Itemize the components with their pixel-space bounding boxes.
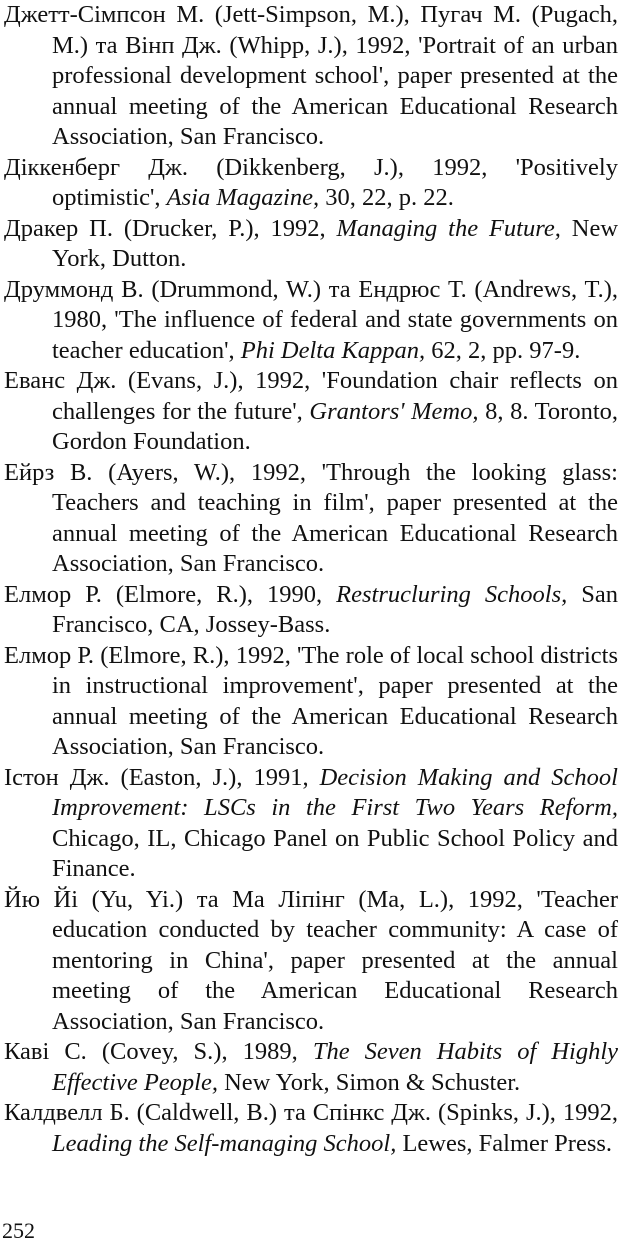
reference-list <box>4 0 618 1159</box>
reference-entry <box>4 458 618 580</box>
reference-text: Lewes, Falmer Press. <box>396 1129 613 1157</box>
reference-text: Ейрз В. (Ayers, W.), 1992, 'Through the looking glass: Teachers and teaching in film', paper presented at the annual meeting of the American Educational Research Association, San Francisco. <box>4 458 618 577</box>
reference-entry <box>4 0 618 153</box>
reference-text: Chicago, IL, Chicago Panel on Public School Policy and Finance. <box>52 824 618 882</box>
reference-text: Йю Йі (Yu, Yi.) та Ма Ліпінг (Ma, L.), 1992, 'Teacher education conducted by teacher community: A case of mentoring in China', paper presented at the annual meeting of the American Educational Research Association, San Francisco. <box>4 885 618 1035</box>
reference-text: Джетт-Сімпсон М. (Jett-Simpson, M.), Пугач М. (Pugach, M.) та Вінп Дж. (Whipp, J.), 1992, 'Portrait of an urban professional development school', paper presented at the annual meeting of the American Educational Research Association, San Francisco. <box>4 1 618 150</box>
reference-text: Друммонд В. (Drummond, W.) та Ендрюс Т. (Andrews, T.), 1980, 'The influence of federal and state governments on teacher education', <box>4 275 618 364</box>
reference-text: New York, Simon & Schuster. <box>217 1068 521 1096</box>
reference-text: Істон Дж. (Easton, J.), 1991, <box>4 763 320 791</box>
reference-text: New York, Dutton. <box>52 214 619 272</box>
reference-text: Елмор Р. (Elmore, R.), 1990, <box>4 580 337 608</box>
reference-text: Дракер П. (Drucker, P.), 1992, <box>4 214 337 242</box>
reference-text: 8, 8. Toronto, Gordon Foundation. <box>52 397 619 455</box>
reference-text: 62, 2, pp. 97-9. <box>425 336 581 364</box>
reference-text: Калдвелл Б. (Caldwell, B.) та Спінкс Дж. (Spinks, J.), 1992, <box>4 1099 618 1126</box>
reference-title: Grantors' Memo, <box>309 397 479 425</box>
reference-entry <box>4 580 618 641</box>
reference-entry <box>4 641 618 763</box>
reference-entry <box>4 885 618 1038</box>
reference-text: San Francisco, CA, Jossey-Bass. <box>52 580 618 638</box>
reference-entry <box>4 366 618 458</box>
reference-title: Leading the Self-managing School, <box>52 1129 397 1157</box>
reference-title: The Seven Habits of Highly Effective People, <box>52 1038 618 1096</box>
reference-title: Decision Making and School Improvement: LSCs in the First Two Years Reform, <box>52 763 618 821</box>
reference-text: Діккенберг Дж. (Dikkenberg, J.), 1992, 'Positively optimistic', <box>4 153 618 211</box>
reference-title: Restrucluring Schools, <box>336 580 568 608</box>
reference-entry <box>4 275 618 367</box>
page-number: 252 <box>2 1218 35 1243</box>
reference-entry <box>4 214 618 275</box>
reference-entry <box>4 153 618 214</box>
reference-entry <box>4 763 618 885</box>
reference-entry <box>4 1098 618 1159</box>
reference-text: 30, 22, p. 22. <box>319 184 454 211</box>
reference-title: Asia Magazine, <box>166 184 320 211</box>
reference-title: Managing the Future, <box>336 214 561 242</box>
reference-text: Елмор Р. (Elmore, R.), 1992, 'The role of local school districts in instructional improvement', paper presented at the annual meeting of the American Educational Research Association, San Francisco. <box>4 641 618 760</box>
reference-text: Каві С. (Covey, S.), 1989, <box>4 1038 313 1065</box>
reference-title: Phi Delta Kappan, <box>240 336 426 364</box>
reference-text: Еванс Дж. (Evans, J.), 1992, 'Foundation chair reflects on challenges for the future', <box>4 367 618 425</box>
reference-entry <box>4 1037 618 1098</box>
